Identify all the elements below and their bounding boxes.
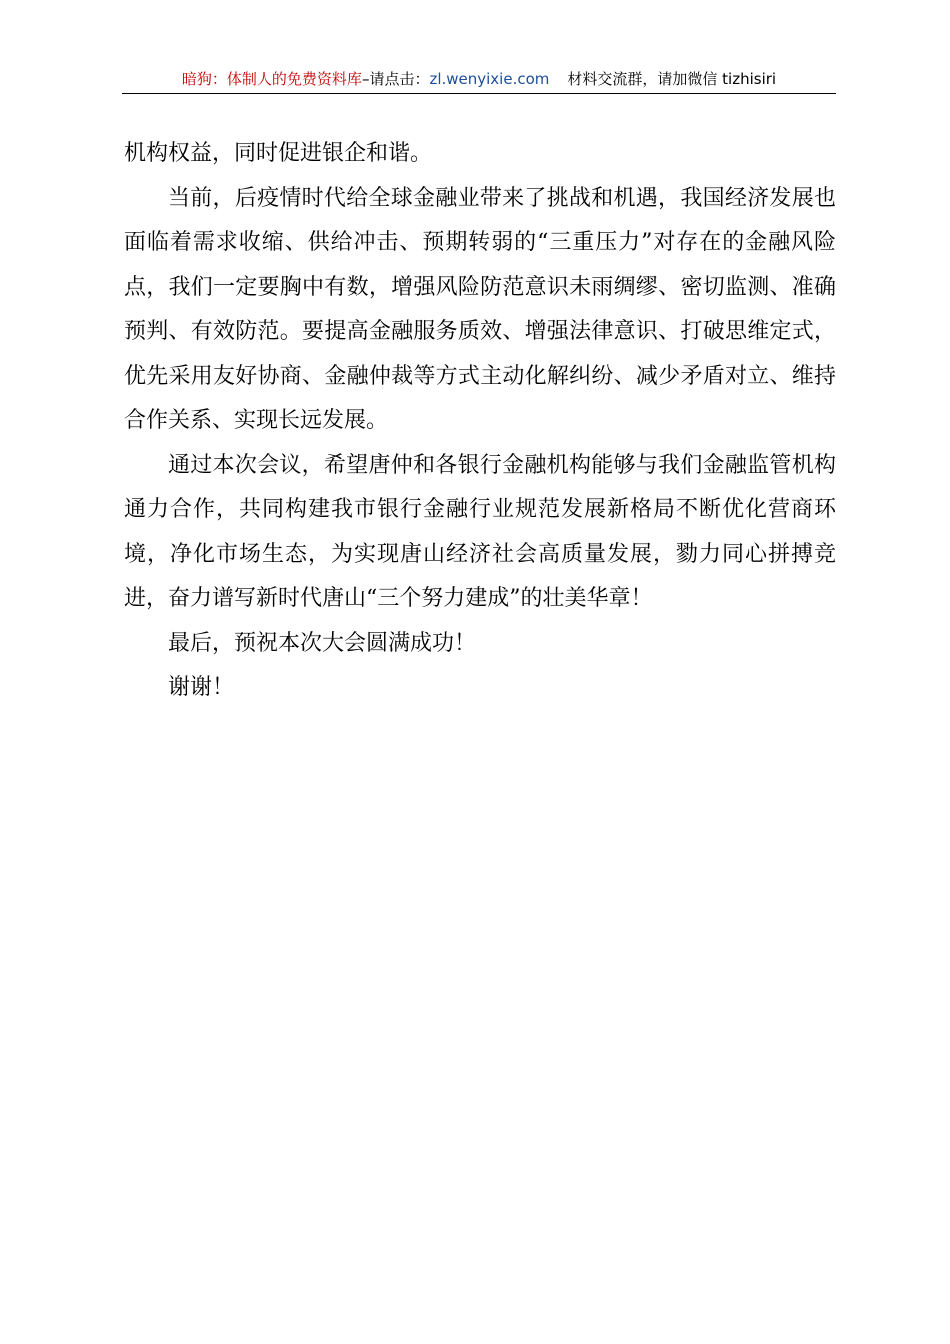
header-url-link[interactable]: zl.wenyixie.com <box>429 70 550 88</box>
header-brand: 暗狗：体制人的免费资料库 <box>181 70 362 88</box>
document-body <box>124 132 836 711</box>
header-group-note: 材料交流群，请加微信 tizhisiri <box>567 70 777 88</box>
header-click-prompt: –请点击： <box>361 70 430 88</box>
paragraph-wishes: 最后，预祝本次大会圆满成功！ <box>168 630 477 656</box>
paragraph-cooperation: 通过本次会议，希望唐仲和各银行金融机构能够与我们金融监管机构通力合作，共同构建我市银行金融行业规范发展新格局不断优化营商环境，净化市场生态，为实现唐山经济社会高质量发展，勠力同心拼搏竞进，奋力谱写新时代唐山“三个努力建成”的壮美华章！ <box>124 452 836 611</box>
header-divider <box>122 93 836 94</box>
page-header <box>122 68 836 94</box>
paragraph-thanks: 谢谢！ <box>168 675 235 700</box>
paragraph-continuation: 机构权益，同时促进银企和谐。 <box>124 141 433 166</box>
paragraph-risk: 当前，后疫情时代给全球金融业带来了挑战和机遇，我国经济发展也面临着需求收缩、供给冲击、预期转弱的“三重压力”对存在的金融风险点，我们一定要胸中有数，增强风险防范意识未雨绸缪、密切监测、准确预判、有效防范。要提高金融服务质效、增强法律意识、打破思维定式，优先采用友好协商、金融仲裁等方式主动化解纠纷、减少矛盾对立、维持合作关系、实现长远发展。 <box>124 185 836 433</box>
